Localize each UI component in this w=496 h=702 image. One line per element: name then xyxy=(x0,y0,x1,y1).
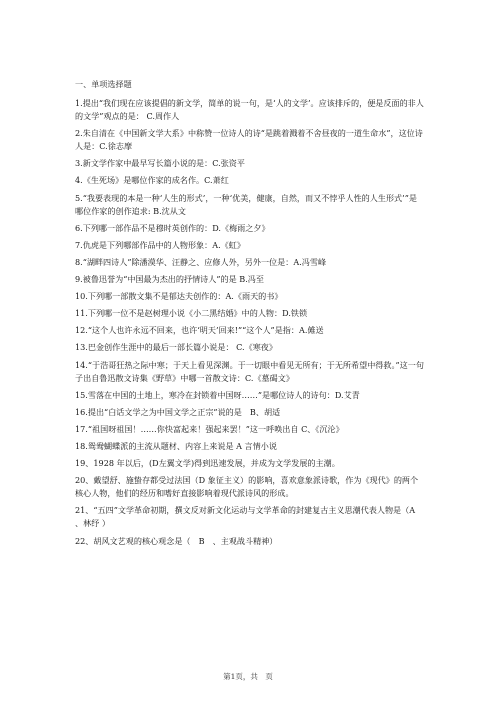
page-footer: 第1页，共 页 xyxy=(223,672,273,681)
question-5: 5.“我要表现的本是一种‘人生的形式’，一种‘优美，健康，自然，而又不悖乎人性的人生形式’”是哪位作家的创作追求: B.沈从文 xyxy=(75,192,417,216)
question-4: 4.《生死场》是哪位作家的成名作。C.萧红 xyxy=(75,175,229,186)
section-title: 一、单项选择题 xyxy=(75,79,132,89)
question-18: 18.鸳鸯蝴蝶派的主流从题材、内容上来说是 A 言情小说 xyxy=(75,440,277,451)
question-1: 1.提出“我们现在应该提倡的新文学，简单的说一句，是‘人的文学’。应该排斥的，便是反面的非人的文学”观点的是： C.周作人 xyxy=(75,98,424,122)
question-22: 22、胡风文艺观的核心观念是（ B 、主观战斗精神） xyxy=(75,535,278,546)
question-12: 12.“这个人也许永远不回来，也许‘明天’回来!”“这个人”是指：A.傩送 xyxy=(75,325,324,336)
question-3: 3.新文学作家中最早写长篇小说的是：C.张资平 xyxy=(75,158,245,169)
question-16: 16.提出“白话文学之为中国文学之正宗”说的是 B、胡适 xyxy=(75,406,281,417)
question-14: 14.“于浩哥狂热之际中寒；于天上看见深渊。于一切眼中看见无所有；于无所希望中得救。”这一句子出自鲁迅散文诗集《野草》中哪一首散文诗：C.《墓碣文》 xyxy=(75,359,424,383)
question-19: 19、1928 年以后，(D左翼文学)得到迅速发展，并成为文学发展的主潮。 xyxy=(75,458,340,469)
question-15: 15.雪落在中国的土地上，寒冷在封锁着中国呀……”是哪位诗人的诗句：D.艾青 xyxy=(75,389,360,400)
question-20: 20、戴望舒、施蛰存都受过法国（D 象征主义）的影响，喜欢意象派诗歌，作为《现代》的两个核心人物，他们的经历和嗜好直接影响着现代派诗风的形成。 xyxy=(75,475,419,499)
question-11: 11.下列哪一位不是赵树理小说《小二黑结婚》中的人物：D.铁锁 xyxy=(75,308,308,319)
question-17: 17.“祖国呀祖国！……你快富起来！强起来罢！”这一呼唤出自 C、《沉沦》 xyxy=(75,423,344,434)
question-21: 21、“五四”文学革命初期，撰文反对新文化运动与文学革命的封建复古主义思潮代表人物是（A 、林纾 ） xyxy=(75,505,416,529)
question-8: 8.“湖畔四诗人”除潘漠华、汪静之、应修人外，另外一位是：A.冯雪峰 xyxy=(75,256,327,267)
question-9: 9.被鲁迅誉为“中国最为杰出的抒情诗人”的是 B.冯至 xyxy=(75,274,264,285)
question-2: 2.朱自清在《中国新文学大系》中称赞一位诗人的诗“是跳着溅着不舍昼夜的一道生命水”，这位诗人是：C.徐志摩 xyxy=(75,128,423,152)
question-10: 10.下列哪一部散文集不是郁达夫创作的：A.《雨天的书》 xyxy=(75,291,283,302)
document-body xyxy=(75,78,425,552)
question-7: 7.仇虎是下列哪部作品中的人物形象：A.《虹》 xyxy=(75,239,245,250)
question-13: 13.巴金创作生涯中的最后一部长篇小说是： C.《寒夜》 xyxy=(75,342,277,353)
question-6: 6.下列哪一部作品不是穆时英创作的：D.《梅雨之夕》 xyxy=(75,222,270,233)
